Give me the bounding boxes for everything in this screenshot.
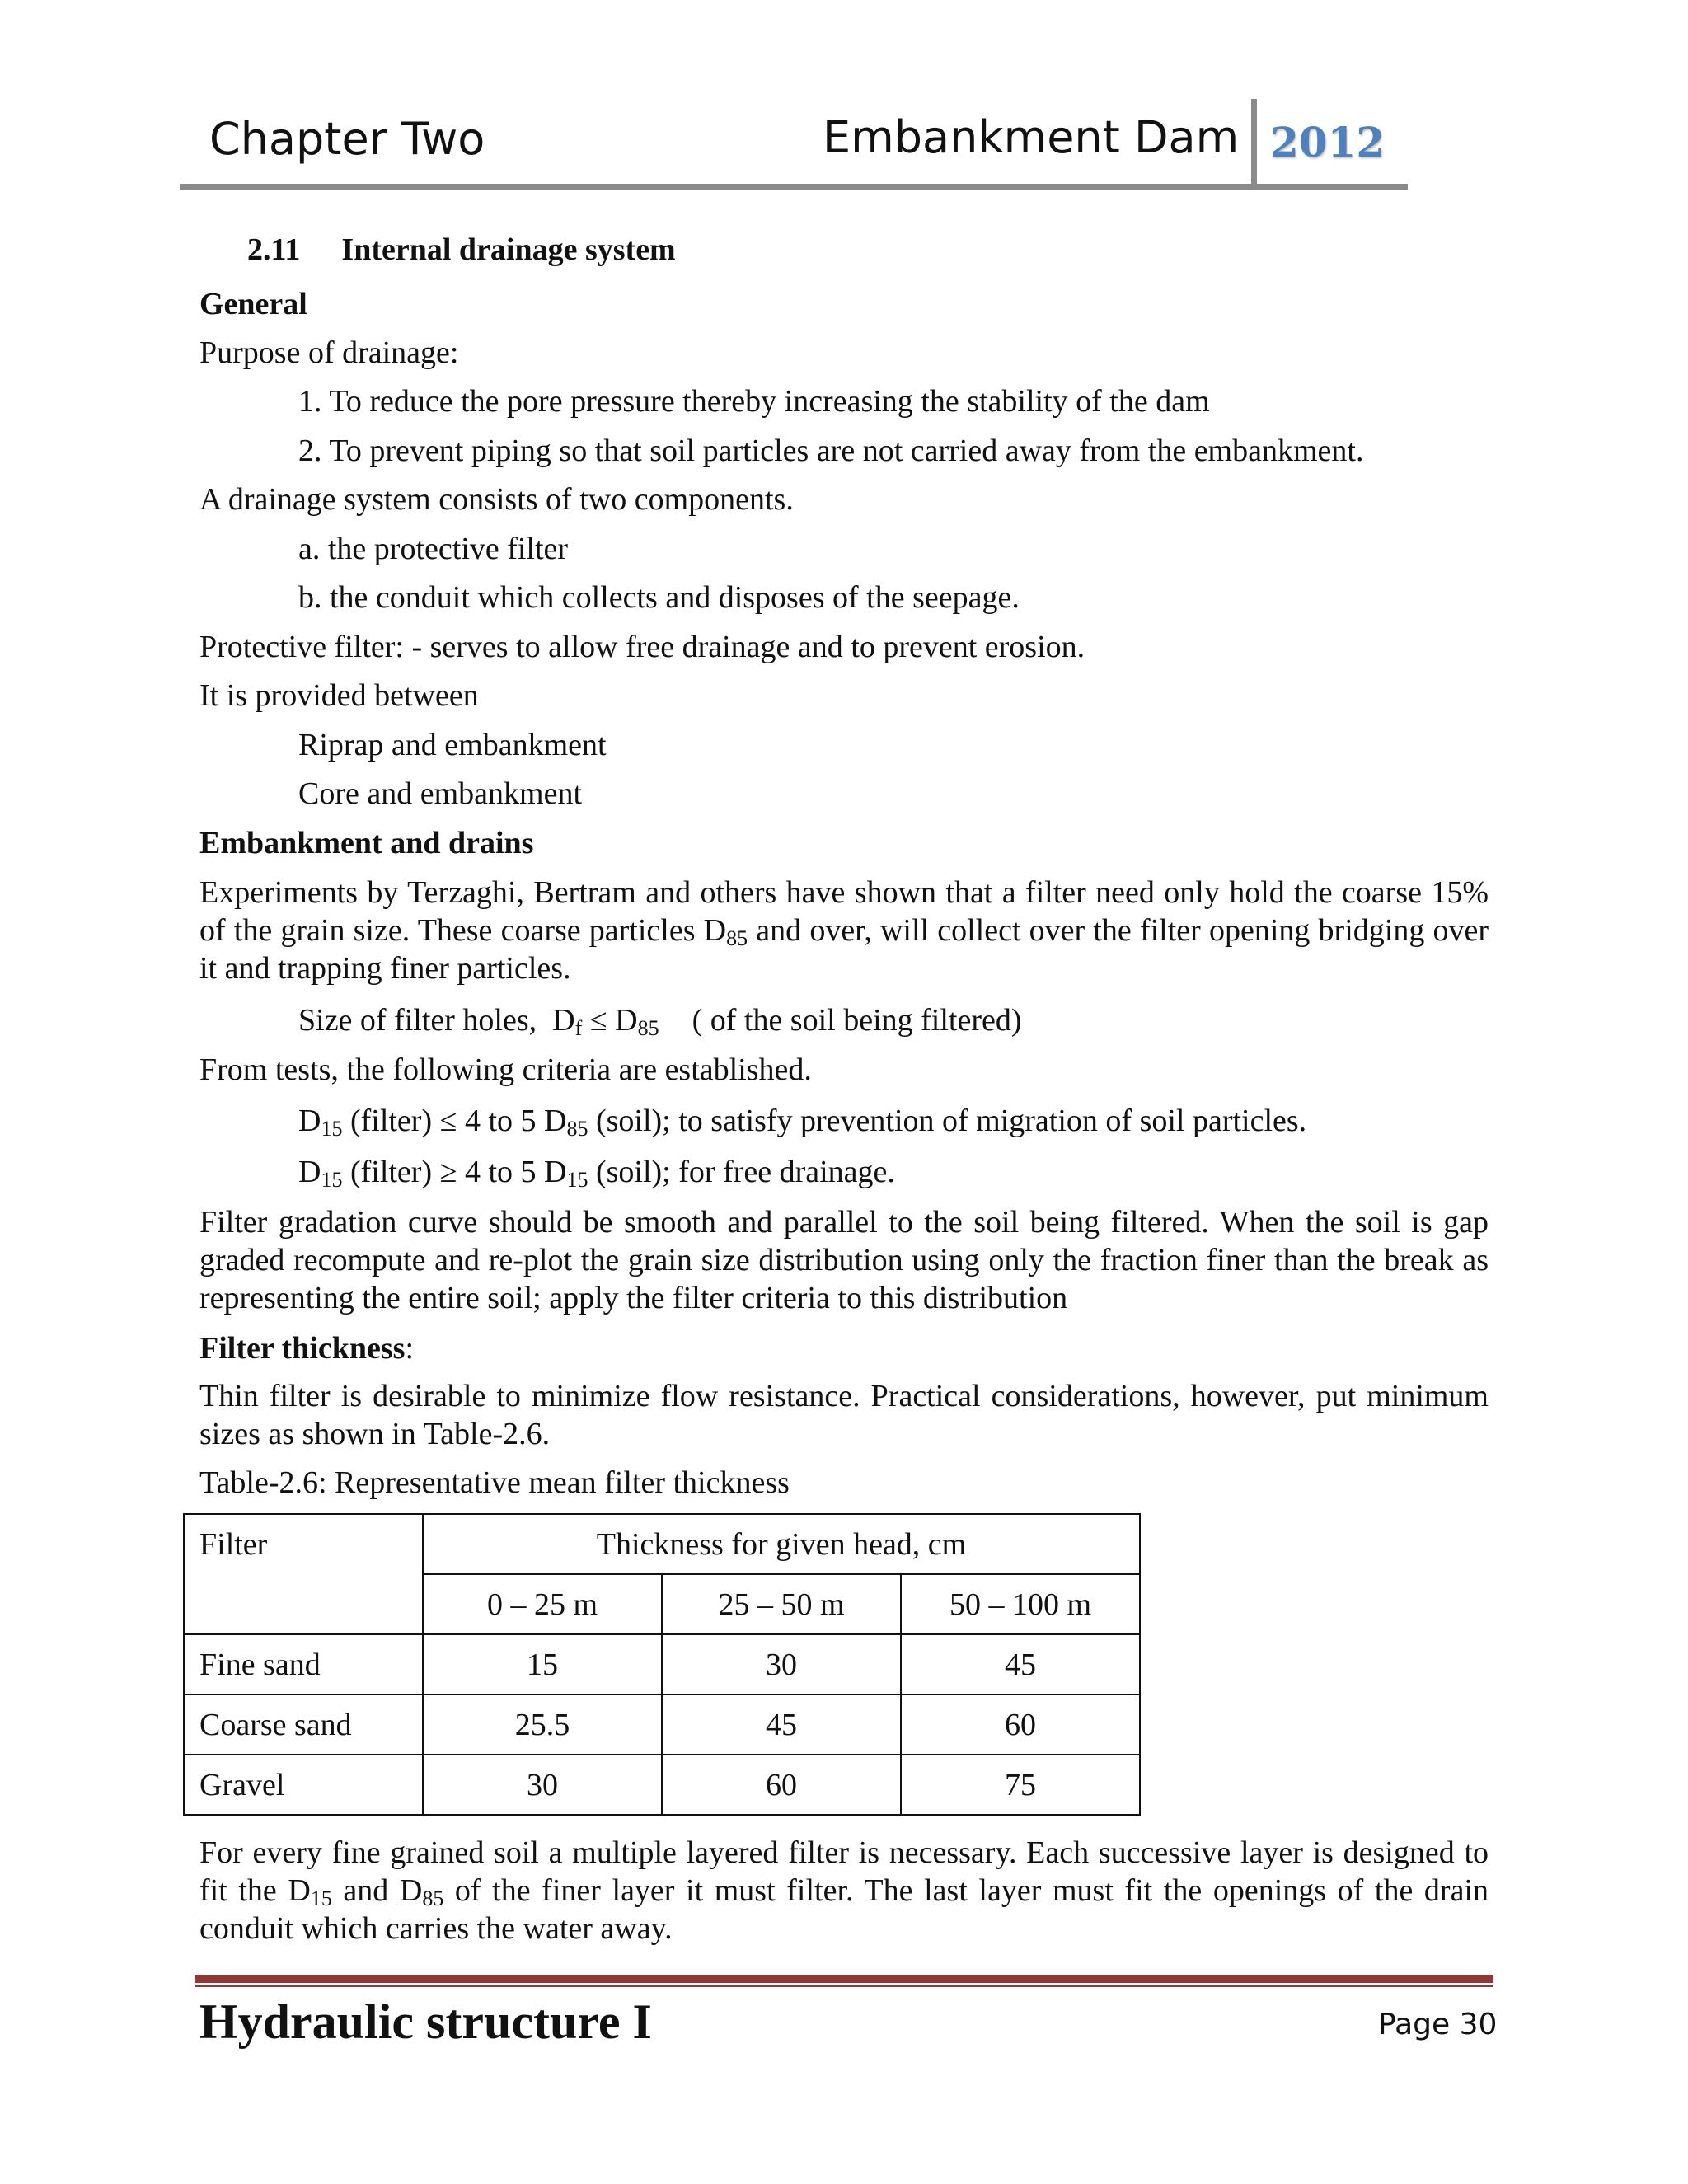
location-item: Core and embankment (298, 776, 583, 811)
table-header-group: Thickness for given head, cm (423, 1514, 1140, 1574)
table-cell: 45 (662, 1694, 901, 1755)
gradation-paragraph: Filter gradation curve should be smooth and parallel to the soil being filtered. When the soil is gap graded recompute and re-plot the grain size distribution using only the fraction finer than the break as representing the entire soil; apply the filter criteria to this distribution (199, 1205, 1489, 1315)
table-cell: 60 (662, 1755, 901, 1815)
component-item: b. the conduit which collects and disposes of the seepage. (298, 580, 1020, 615)
table-cell: 45 (901, 1634, 1140, 1694)
table-cell: 25.5 (423, 1694, 662, 1755)
thickness-paragraph: Thin filter is desirable to minimize flow resistance. Practical considerations, however, put minimum sizes as shown in Table-2.6. (199, 1379, 1489, 1451)
table-cell-filter: Coarse sand (184, 1694, 423, 1755)
table-header-head: 0 – 25 m (423, 1574, 662, 1634)
table-cell-filter: Gravel (184, 1755, 423, 1815)
tests-intro: From tests, the following criteria are established. (199, 1052, 812, 1087)
table-header-filter: Filter (184, 1514, 423, 1634)
table-row (184, 1634, 1140, 1694)
criterion-migration: $D_{15}$ (filter) ≤ 4 to 5 $D_{85}$ (soil); to satisfy prevention of migration of soil particles. (298, 1104, 1307, 1141)
location-item: Riprap and embankment (298, 728, 607, 762)
section-number: 2.11 (247, 232, 301, 267)
table-cell: 60 (901, 1694, 1140, 1755)
header-rule (180, 184, 1408, 190)
table-row (184, 1694, 1140, 1755)
table-caption: Table-2.6: Representative mean filter thickness (199, 1465, 790, 1500)
section-heading (247, 231, 676, 269)
provided-between: It is provided between (199, 678, 479, 713)
footer-title: Hydraulic structure I (199, 1994, 652, 2049)
table-cell: 75 (901, 1755, 1140, 1815)
header-topic: Embankment Dam (823, 111, 1240, 163)
component-item: a. the protective filter (298, 532, 569, 566)
drains-paragraph: Experiments by Terzaghi, Bertram and others have shown that a filter need only hold the coarse 15% of the grain size. These coarse particles $D_{85}$ and over, will collect over the filter opening bridging over it and trapping finer particles. (199, 875, 1489, 986)
footer-rule-thin (195, 1985, 1493, 1987)
table-cell-filter: Fine sand (184, 1634, 423, 1694)
table-header-head: 25 – 50 m (662, 1574, 901, 1634)
criterion-drainage: $D_{15}$ (filter) ≥ 4 to 5 $D_{15}$ (soil); for free drainage. (298, 1155, 895, 1192)
table-cell: 30 (662, 1634, 901, 1694)
purpose-item: 2. To prevent piping so that soil particles are not carried away from the embankment. (298, 434, 1364, 468)
filter-size-formula: Size of filter holes, $D_f \le D_{85}$ ( of the soil being filtered) (298, 1003, 1022, 1040)
header-year: 2012 (1270, 118, 1386, 166)
table-cell: 15 (423, 1634, 662, 1694)
purpose-item: 1. To reduce the pore pressure thereby increasing the stability of the dam (298, 384, 1210, 419)
general-heading: General (199, 287, 307, 321)
table-cell: 30 (423, 1755, 662, 1815)
table-header-row (184, 1514, 1140, 1574)
page-number: Page 30 (1378, 2008, 1498, 2041)
footer-rule (195, 1975, 1493, 1983)
thickness-heading: Filter thickness: (199, 1331, 415, 1366)
components-intro: A drainage system consists of two components. (199, 482, 794, 517)
filter-definition: Protective filter: - serves to allow free drainage and to prevent erosion. (199, 630, 1085, 664)
table-header-head: 50 – 100 m (901, 1574, 1140, 1634)
purpose-label: Purpose of drainage: (199, 335, 459, 370)
section-title: Internal drainage system (341, 232, 676, 267)
filter-thickness-table (183, 1513, 1141, 1816)
closing-paragraph: For every fine grained soil a multiple layered filter is necessary. Each successive layer is designed to fit the $D_{15}$ and $D_{85}$ of the finer layer it must filter. The last layer must fit the openings of the drain conduit which carries the water away. (199, 1835, 1489, 1946)
header-divider (1251, 99, 1257, 188)
drains-heading: Embankment and drains (199, 826, 534, 860)
table-row (184, 1755, 1140, 1815)
header-chapter: Chapter Two (209, 113, 485, 165)
